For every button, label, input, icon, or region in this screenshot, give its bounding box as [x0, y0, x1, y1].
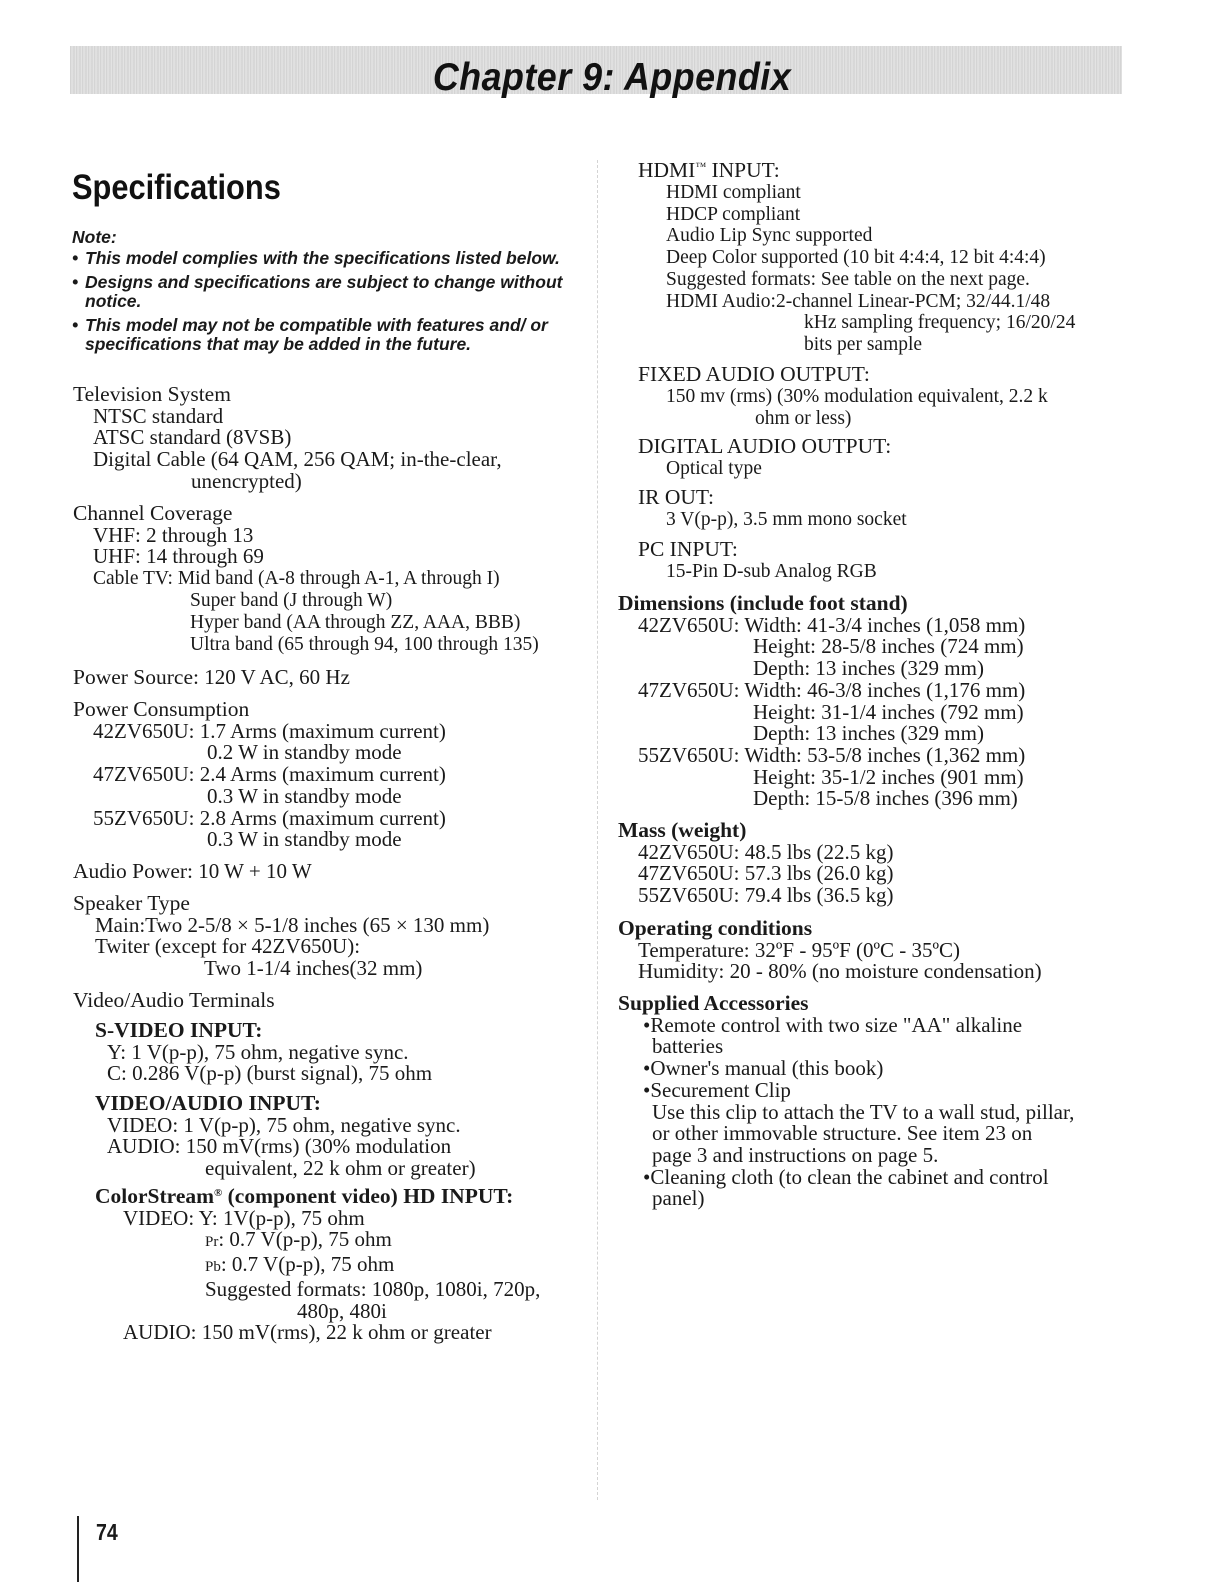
note-item: • Designs and specifications are subject to change without notice. [72, 273, 592, 311]
spec-line: Temperature: 32ºF - 95ºF (0ºC - 35ºC) [638, 937, 961, 962]
spec-line: 55ZV650U: Width: 53-5/8 inches (1,362 mm) [638, 742, 1026, 767]
list-item: or other immovable structure. See item 23 on [652, 1121, 1033, 1146]
spec-line: Deep Color supported (10 bit 4:4:4, 12 bit 4:4:4) [666, 247, 1046, 269]
spec-line: Depth: 13 inches (329 mm) [753, 656, 984, 681]
chapter-title: Chapter 9: Appendix [432, 56, 792, 99]
list-item: •Securement Clip [643, 1077, 791, 1102]
spec-line: ATSC standard (8VSB) [93, 425, 292, 450]
subsection-heading: PC INPUT: [638, 537, 738, 561]
accessories-section [618, 993, 1074, 1210]
pb-label: Pb [205, 1259, 221, 1276]
pr-label: Pr [205, 1234, 219, 1251]
spec-line: equivalent, 22 k ohm or greater) [205, 1156, 476, 1181]
tv-system-section [73, 384, 502, 493]
list-item: batteries [652, 1034, 724, 1059]
spec-value: : 0.7 V(p-p), 75 ohm [218, 1227, 392, 1252]
note-box [72, 228, 592, 359]
subsection-heading: VIDEO/AUDIO INPUT: [95, 1091, 321, 1115]
spec-line: Hyper band (AA through ZZ, AAA, BBB) [190, 611, 521, 633]
spec-line: 480p, 480i [297, 1298, 387, 1323]
list-item: Use this clip to attach the TV to a wall stud, pillar, [652, 1099, 1075, 1124]
spec-value: 10 W + 10 W [193, 859, 312, 883]
spec-line: Main:Two 2-5/8 × 5-1/8 inches (65 × 130 mm) [95, 912, 490, 937]
spec-line: HDCP compliant [666, 203, 801, 225]
spec-line: VIDEO: 1 V(p-p), 75 ohm, negative sync. [107, 1112, 461, 1137]
terminals-section [73, 990, 275, 1012]
heading-text: INPUT: [706, 158, 780, 182]
spec-line: Audio Lip Sync supported [666, 225, 873, 247]
page-number: 74 [96, 1519, 118, 1545]
column-divider [597, 160, 598, 1500]
spec-line: Suggested formats: 1080p, 1080i, 720p, [205, 1276, 541, 1301]
list-item: panel) [652, 1186, 705, 1211]
note-item: • This model complies with the specifications listed below. [72, 249, 592, 268]
spec-line: 42ZV650U: 1.7 Arms (maximum current) [93, 718, 446, 743]
spec-line: 42ZV650U: 48.5 lbs (22.5 kg) [638, 839, 894, 864]
spec-line: Height: 28-5/8 inches (724 mm) [753, 634, 1024, 659]
spec-line: 0.3 W in standby mode [207, 827, 402, 852]
power-consumption-section [73, 699, 446, 851]
spec-label: Audio Power: [73, 859, 194, 883]
page-title: Specifications [72, 168, 281, 207]
note-item: • This model may not be compatible with features and/ or specifications that may be added in the future. [72, 316, 592, 354]
section-heading: Mass (weight) [618, 818, 747, 842]
heading-text: (component video) HD INPUT: [222, 1184, 514, 1208]
svideo-section [95, 1020, 432, 1085]
section-heading: Television System [73, 382, 231, 406]
spec-line: kHz sampling frequency; 16/20/24 [804, 312, 1076, 334]
spec-line: UHF: 14 through 69 [93, 544, 264, 569]
spec-line: 42ZV650U: Width: 41-3/4 inches (1,058 mm) [638, 612, 1026, 637]
fixed-audio-output-section [638, 364, 1048, 429]
spec-line: 0.3 W in standby mode [207, 783, 402, 808]
section-heading: Operating conditions [618, 916, 813, 940]
list-item: •Remote control with two size "AA" alkaline [643, 1012, 1023, 1037]
video-audio-input-section [95, 1093, 476, 1180]
heading-text: HDMI [638, 158, 696, 182]
spec-label: Power Source: [73, 665, 199, 689]
spec-line: VHF: 2 through 13 [93, 522, 254, 547]
spec-line: unencrypted) [191, 468, 302, 493]
spec-line: Suggested formats: See table on the next page. [666, 268, 1030, 290]
list-item: page 3 and instructions on page 5. [652, 1142, 939, 1167]
spec-line: Depth: 13 inches (329 mm) [753, 721, 984, 746]
spec-line: 47ZV650U: Width: 46-3/8 inches (1,176 mm) [638, 677, 1026, 702]
spec-line: Optical type [666, 457, 762, 479]
spec-line: 47ZV650U: 2.4 Arms (maximum current) [93, 762, 446, 787]
spec-line: 55ZV650U: 79.4 lbs (36.5 kg) [638, 883, 894, 908]
digital-audio-output-section [638, 436, 891, 480]
spec-line: 55ZV650U: 2.8 Arms (maximum current) [93, 805, 446, 830]
section-heading: Power Consumption [73, 697, 250, 721]
spec-line: Two 1-1/4 inches(32 mm) [204, 956, 423, 981]
list-item: •Owner's manual (this book) [643, 1056, 884, 1081]
audio-power-line [73, 861, 312, 883]
spec-line: Super band (J through W) [190, 589, 393, 611]
spec-line: NTSC standard [93, 403, 224, 428]
ir-out-section [638, 487, 907, 531]
hdmi-section [638, 160, 1075, 356]
spec-value: : 0.7 V(p-p), 75 ohm [220, 1252, 395, 1277]
speaker-type-section [73, 893, 489, 980]
spec-line: Cable TV: Mid band (A-8 through A-1, A through I) [93, 568, 500, 590]
subsection-heading: S-VIDEO INPUT: [95, 1018, 263, 1042]
subsection-heading [95, 1186, 540, 1208]
spec-line: Height: 35-1/2 inches (901 mm) [753, 764, 1024, 789]
spec-line: C: 0.286 V(p-p) (burst signal), 75 ohm [107, 1061, 433, 1086]
subsection-heading: DIGITAL AUDIO OUTPUT: [638, 434, 892, 458]
trademark-mark: ™ [695, 161, 707, 173]
section-heading: Video/Audio Terminals [73, 988, 275, 1012]
subsection-heading: IR OUT: [638, 485, 714, 509]
colorstream-section [95, 1186, 540, 1344]
spec-line [95, 1229, 540, 1254]
spec-line: VIDEO: Y: 1V(p-p), 75 ohm [123, 1205, 365, 1230]
subsection-heading [638, 160, 1075, 182]
spec-line: 150 mv (rms) (30% modulation equivalent, 2.2 k [666, 385, 1048, 407]
spec-line: HDMI compliant [666, 181, 801, 203]
pc-input-section [638, 539, 877, 583]
spec-line: Height: 31-1/4 inches (792 mm) [753, 699, 1024, 724]
registered-mark: ® [214, 1187, 223, 1199]
section-heading: Speaker Type [73, 891, 190, 915]
heading-text: ColorStream [95, 1184, 215, 1208]
spec-line: Twiter (except for 42ZV650U): [95, 934, 361, 959]
channel-coverage-section [73, 503, 539, 655]
spec-line: ohm or less) [755, 407, 852, 429]
spec-value: 120 V AC, 60 Hz [199, 665, 350, 689]
spec-line: AUDIO: 150 mV(rms) (30% modulation [107, 1134, 452, 1159]
mass-section [618, 820, 894, 907]
spec-line: bits per sample [804, 334, 923, 356]
spec-line [95, 1254, 540, 1279]
section-heading: Supplied Accessories [618, 991, 809, 1015]
subsection-heading: FIXED AUDIO OUTPUT: [638, 362, 870, 386]
spec-line: Humidity: 20 - 80% (no moisture condensation) [638, 959, 1042, 984]
section-heading: Channel Coverage [73, 501, 233, 525]
power-source-line [73, 667, 350, 689]
note-title: Note: [72, 227, 117, 247]
spec-line: AUDIO: 150 mV(rms), 22 k ohm or greater [123, 1320, 492, 1345]
list-item: •Cleaning cloth (to clean the cabinet and control [643, 1164, 1049, 1189]
spec-line: Digital Cable (64 QAM, 256 QAM; in-the-clear, [93, 447, 502, 472]
operating-conditions-section [618, 918, 1042, 983]
spec-line: 3 V(p-p), 3.5 mm mono socket [666, 508, 907, 530]
page-rule [77, 1516, 79, 1582]
spec-line: 47ZV650U: 57.3 lbs (26.0 kg) [638, 861, 894, 886]
spec-line: Depth: 15-5/8 inches (396 mm) [753, 786, 1018, 811]
spec-line: Y: 1 V(p-p), 75 ohm, negative sync. [107, 1039, 409, 1064]
spec-line: 0.2 W in standby mode [207, 740, 402, 765]
dimensions-section [618, 593, 1025, 810]
section-heading: Dimensions (include foot stand) [618, 591, 908, 615]
spec-line: Ultra band (65 through 94, 100 through 135) [190, 633, 539, 655]
spec-line: 15-Pin D-sub Analog RGB [666, 560, 877, 582]
spec-line: HDMI Audio:2-channel Linear-PCM; 32/44.1/48 [666, 290, 1051, 312]
